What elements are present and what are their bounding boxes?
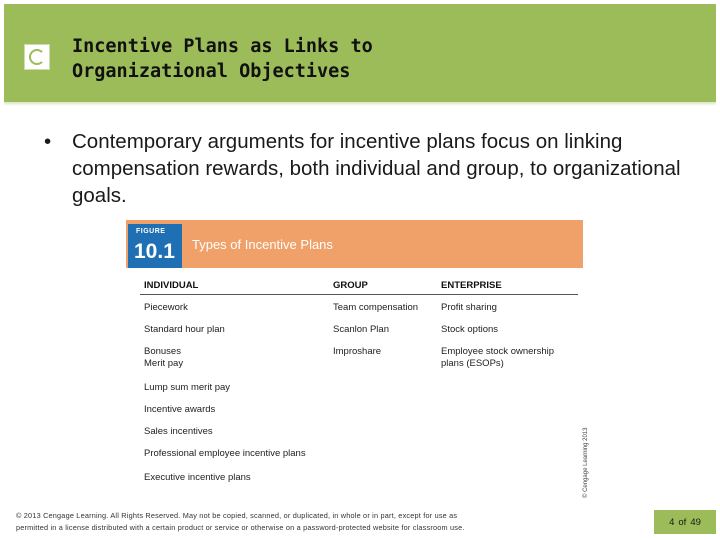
group-item: Scanlon Plan [333,324,389,335]
group-item: Team compensation [333,302,419,313]
copyright-line-1: © 2013 Cengage Learning. All Rights Reserved. May not be copied, scanned, or duplicated, in whole or in part, except for use as [16,511,458,520]
copyright-line-2: permitted in a license distributed with a certain product or service or otherwise on a password-protected website for classroom use. [16,523,465,532]
enterprise-item: plans (ESOPs) [441,358,504,369]
bullet-point [44,128,704,209]
slide-title-line-2: Organizational Objectives [72,61,351,82]
individual-item: Bonuses [144,346,181,357]
enterprise-item: Profit sharing [441,302,497,313]
page-total: 49 [690,516,701,528]
column-header-group: GROUP [333,280,368,291]
column-header-enterprise: ENTERPRISE [441,280,502,291]
column-header-individual: INDIVIDUAL [144,280,199,291]
figure-number-box [128,224,182,268]
copyright-notice [16,510,576,534]
circle-arc-icon [29,49,45,65]
individual-item: Professional employee incentive plans [144,448,306,459]
bullet-text: Contemporary arguments for incentive plans focus on linking compensation rewards, both individual and group, to organizational goals. [72,130,681,207]
title-band-shadow [4,102,716,106]
figure-title: Types of Incentive Plans [192,237,333,252]
individual-item: Standard hour plan [144,324,225,335]
page-number [654,510,716,534]
bullet-dot-icon: • [44,130,52,153]
individual-item: Incentive awards [144,404,216,415]
title-bullet-icon [24,44,50,70]
group-item: Improshare [333,346,382,357]
figure-types-of-incentive-plans [126,220,583,496]
page-of: of [678,516,687,528]
individual-item: Merit pay [144,358,184,369]
enterprise-item: Employee stock ownership [441,346,554,357]
figure-credit: © Cengage Learning 2013 [583,427,589,498]
figure-label: FIGURE [136,228,166,235]
page-current: 4 [669,516,675,528]
individual-item: Executive incentive plans [144,472,251,483]
individual-item: Sales incentives [144,426,213,437]
slide-title-line-1: Incentive Plans as Links to [72,36,373,57]
figure-header-band [126,220,583,268]
figure-number: 10.1 [134,240,175,263]
individual-item: Lump sum merit pay [144,382,231,393]
individual-item: Piecework [144,302,188,313]
header-divider [140,294,578,295]
figure-table [130,268,583,496]
enterprise-item: Stock options [441,324,499,335]
slide-title [72,34,692,84]
